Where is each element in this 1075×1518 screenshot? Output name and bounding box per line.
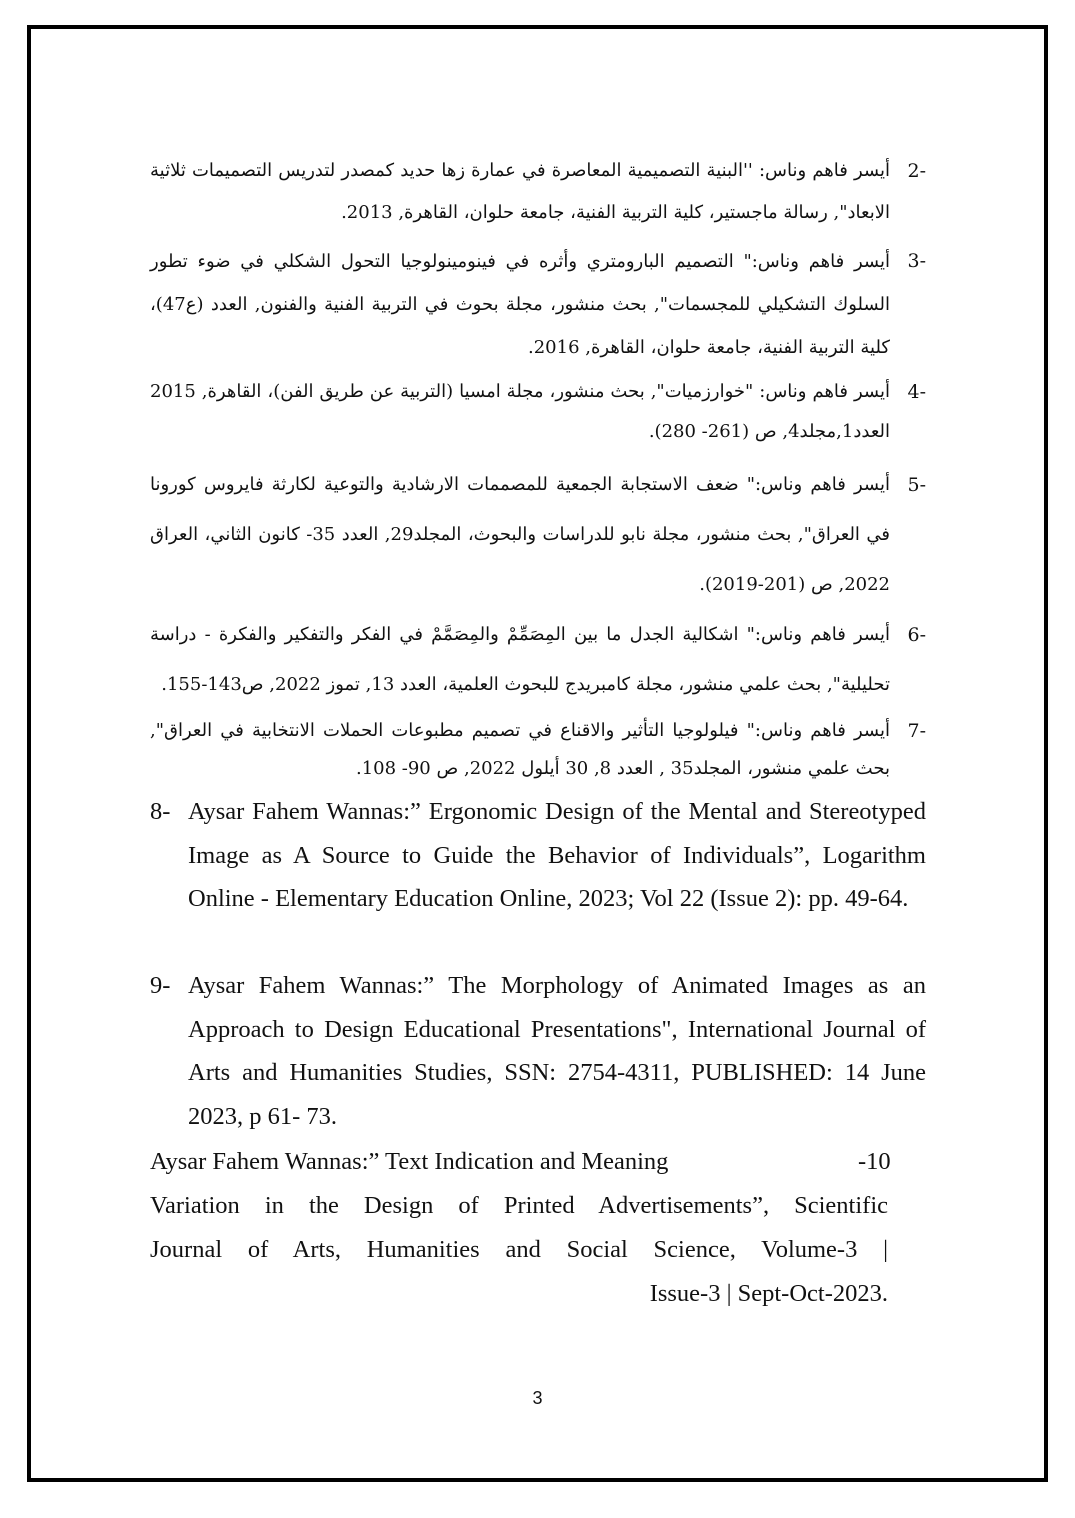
reference-line: Journal of Arts, Humanities and Social Science, Volume-3 | <box>150 1236 888 1263</box>
reference-line: Variation in the Design of Printed Advertisements”, Scientific <box>150 1192 888 1219</box>
reference-text: أيسر فاهم وناس:" التصميم البارومتري وأثره في فينومينولوجيا التحول الشكلي في ضوء تطور السلوك التشكيلي للمجسمات", بحث منشور، مجلة بحوث في التربية الفنية والفنون, العدد (ع47)، كلية التربية الفنية، جامعة حلوان، القاهرة, 2016. <box>150 251 890 358</box>
reference-number: -3 <box>907 250 926 272</box>
reference-number: 9- <box>150 972 171 999</box>
page-number: 3 <box>532 1388 543 1408</box>
reference-text: أيسر فاهم وناس:" ضعف الاستجابة الجمعية للمصممات الارشادية والتوعية لكارثة فايروس كورونا في العراق", بحث منشور، مجلة نابو للدراسات والبحوث، المجلد29, العدد 35- كانون الثاني، العراق 2022, ص (201-2019). <box>150 474 890 595</box>
reference-text: أيسر فاهم وناس: ''البنية التصميمية المعاصرة في عمارة زها حديد كمصدر لتدريس التصميمات ثلاثية الابعاد", رسالة ماجستير، كلية التربية الفنية، جامعة حلوان، القاهرة, 2013. <box>150 160 890 223</box>
reference-4 <box>150 372 926 454</box>
reference-10 <box>150 1140 888 1316</box>
reference-line: Issue-3 | Sept-Oct-2023. <box>649 1280 888 1307</box>
reference-text: أيسر فاهم وناس:" فيلولوجيا التأثير والاقناع في تصميم مطبوعات الحملات الانتخابية في العراق", بحث علمي منشور، المجلد35 , العدد 8, 30 أيلول 2022, ص 90- 108. <box>150 720 890 779</box>
reference-number: -4 <box>907 381 926 403</box>
reference-text: Aysar Fahem Wannas:” Ergonomic Design of the Mental and Stereotyped Image as A Source to Guide the Behavior of Individuals”, Logarithm Online - Elementary Education Online, 2023; Vol 22 (Issue 2): pp. 49-64. <box>188 798 926 912</box>
reference-8 <box>150 790 926 921</box>
reference-number: -7 <box>907 720 926 742</box>
reference-number: 8- <box>150 798 171 825</box>
reference-6 <box>150 610 926 710</box>
reference-3 <box>150 240 926 368</box>
reference-number: -10 <box>858 1148 891 1175</box>
reference-9 <box>150 964 926 1138</box>
reference-2 <box>150 150 926 238</box>
reference-line: Aysar Fahem Wannas:” Text Indication and Meaning <box>150 1148 669 1175</box>
reference-7 <box>150 712 926 788</box>
reference-5 <box>150 460 926 610</box>
reference-text: أيسر فاهم وناس: "خوارزميات", بحث منشور، مجلة امسيا (التربية عن طريق الفن)، القاهرة, 2015 العدد1,مجلد4, ص (261- 280). <box>150 381 890 442</box>
reference-number: -5 <box>907 474 926 496</box>
reference-number: -2 <box>907 160 926 182</box>
reference-text: Aysar Fahem Wannas:” The Morphology of Animated Images as an Approach to Design Educational Presentations", International Journal of Arts and Humanities Studies, SSN: 2754-4311, PUBLISHED: 14 June 2023, p 61- 73. <box>188 972 926 1130</box>
reference-number: -6 <box>907 624 926 646</box>
arabic-references <box>150 150 926 788</box>
reference-text: أيسر فاهم وناس:" اشكالية الجدل ما بين المِصَمِّمْ والمِصَمَّمْ في الفكر والتفكير والفكرة - دراسة تحليلية", بحث علمي منشور، مجلة كامبريدج للبحوث العلمية، العدد 13, تموز 2022, ص143-155. <box>150 624 890 695</box>
